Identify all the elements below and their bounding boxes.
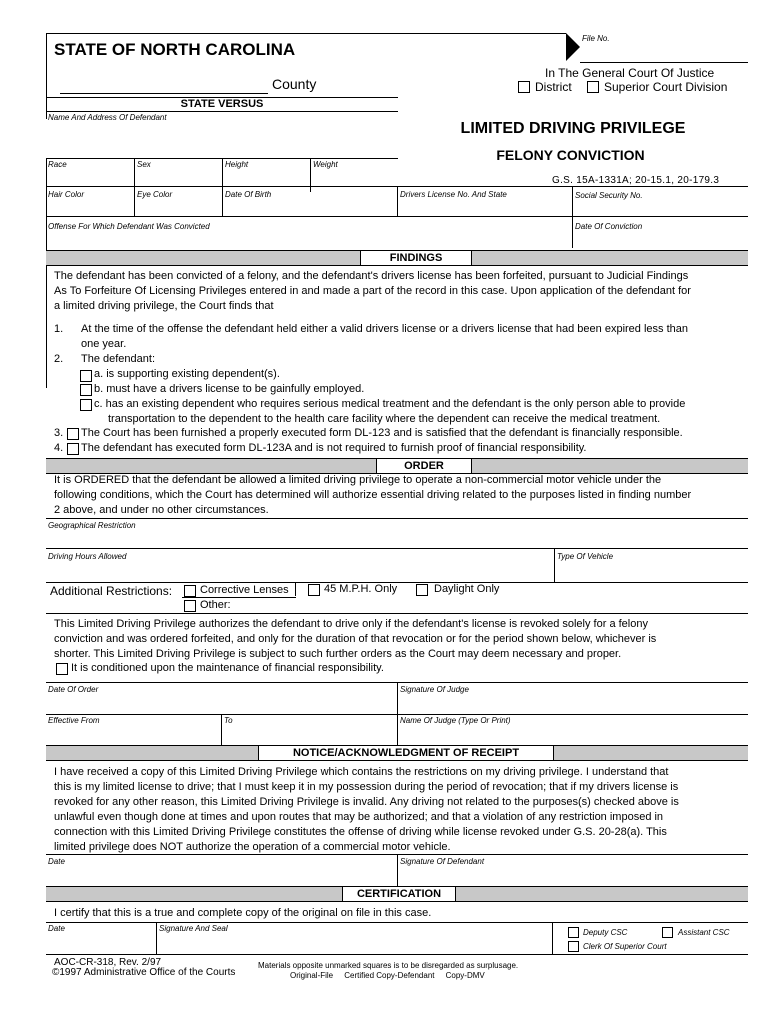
height-label: Height	[225, 160, 249, 169]
county-label: County	[272, 76, 317, 92]
rule	[222, 158, 223, 186]
findings-intro	[54, 269, 691, 314]
rule	[46, 954, 748, 955]
item1-line: At the time of the offense the defendant held either a valid drivers license or a drivers license that had been expired less than	[81, 323, 688, 335]
rule	[182, 597, 296, 598]
item2-number: 2.	[54, 353, 64, 365]
notice-line: I have received a copy of this Limited Driving Privilege which contains the restrictions on my driving privilege. I understand that	[54, 766, 669, 778]
other-label: Other:	[200, 599, 231, 611]
file-no-arrow-icon	[566, 33, 580, 61]
additional-label: Additional Restrictions:	[50, 584, 173, 598]
name-judge-label: Name Of Judge (Type Or Print)	[400, 716, 511, 725]
corrective-label: Corrective Lenses	[200, 584, 289, 596]
order-title: ORDER	[376, 458, 472, 474]
district-checkbox[interactable]	[518, 81, 530, 93]
state-title: STATE OF NORTH CAROLINA	[54, 40, 296, 59]
notice-line: unlawful even though done at times and upon routes that may be authorized; and that a violation of any restriction imposed in	[54, 811, 664, 823]
daylight-label: Daylight Only	[434, 583, 500, 595]
rule	[552, 922, 553, 954]
order-bar	[46, 458, 748, 474]
item2-text: The defendant:	[81, 353, 156, 365]
rule	[134, 158, 135, 186]
rule	[46, 216, 748, 217]
rule	[46, 548, 748, 549]
mph-label: 45 M.P.H. Only	[324, 583, 398, 595]
file-no-label: File No.	[582, 34, 610, 43]
findings-intro-line: a limited driving privilege, the Court finds that	[54, 300, 274, 312]
offense-label: Offense For Which Defendant Was Convicted	[48, 222, 210, 231]
order-line: following conditions, which the Court has determined will authorize essential driving related to the purposes listed in finding number	[54, 489, 692, 501]
form-title: LIMITED DRIVING PRIVILEGE	[460, 120, 686, 137]
financial-text: It is conditioned upon the maintenance of financial responsibility.	[71, 662, 384, 674]
certification-bar	[46, 886, 748, 902]
assistant-checkbox[interactable]	[662, 927, 673, 938]
item1-text	[81, 322, 688, 352]
hours-label: Driving Hours Allowed	[48, 552, 127, 561]
sig-defendant-label: Signature Of Defendant	[400, 857, 485, 866]
license-label: Drivers License No. And State	[400, 190, 507, 199]
weight-label: Weight	[313, 160, 338, 169]
sig-judge-label: Signature Of Judge	[400, 685, 469, 694]
court-label: In The General Court Of Justice	[545, 66, 715, 80]
notice-date-label: Date	[48, 857, 65, 866]
top-border	[46, 33, 566, 34]
notice-text	[54, 765, 679, 855]
rule	[156, 922, 157, 954]
form-number: AOC-CR-318, Rev. 2/97	[54, 957, 162, 968]
rule	[46, 518, 748, 519]
sex-label: Sex	[137, 160, 151, 169]
notice-line: this is my limited license to drive; that I must keep it in my possession during the period of revocation; that if my drivers license is	[54, 781, 679, 793]
sig-seal-label: Signature And Seal	[159, 924, 228, 933]
surplusage-note: Materials opposite unmarked squares is to be disregarded as surplusage.	[258, 961, 519, 970]
superior-label: Superior Court Division	[604, 80, 728, 94]
rule	[46, 111, 398, 112]
notice-line: limited privilege does NOT authorize the operation of a commercial motor vehicle.	[54, 841, 451, 853]
rule	[397, 854, 398, 886]
authorize-line: shorter. This Limited Driving Privilege is subject to such further orders as the Court may deem necessary and proper.	[54, 648, 622, 660]
defendant-label: Name And Address Of Defendant	[48, 113, 167, 122]
order-text	[54, 473, 691, 518]
findings-intro-line: The defendant has been convicted of a felony, and the defendant's drivers license has been forfeited, pursuant to Judicial Findings	[54, 270, 689, 282]
rule	[222, 186, 223, 216]
eye-label: Eye Color	[137, 190, 173, 199]
daylight-checkbox[interactable]	[416, 584, 428, 596]
certification-title: CERTIFICATION	[342, 886, 456, 902]
assistant-label: Assistant CSC	[678, 928, 730, 937]
rule	[46, 922, 748, 923]
district-label: District	[535, 80, 572, 94]
rule	[397, 186, 398, 216]
state-versus: STATE VERSUS	[180, 98, 264, 110]
ssn-label: Social Security No.	[575, 191, 643, 200]
deputy-checkbox[interactable]	[568, 927, 579, 938]
rule	[221, 714, 222, 746]
deputy-label: Deputy CSC	[583, 928, 628, 937]
corrective-checkbox[interactable]	[184, 585, 196, 597]
item4-text: The defendant has executed form DL-123A and is not required to furnish proof of financial responsibility.	[81, 442, 587, 454]
findings-title: FINDINGS	[360, 250, 472, 266]
notice-bar	[46, 745, 748, 761]
rule	[554, 548, 555, 582]
hair-label: Hair Color	[48, 190, 85, 199]
order-line: It is ORDERED that the defendant be allowed a limited driving privilege to operate a non-commercial motor vehicle under the	[54, 474, 662, 486]
item3-number: 3.	[54, 427, 64, 439]
race-label: Race	[48, 160, 67, 169]
rule	[572, 186, 573, 248]
file-no-line[interactable]	[580, 62, 748, 63]
defendant-name-field[interactable]	[46, 120, 398, 158]
item1-number: 1.	[54, 323, 64, 335]
findings-intro-line: As To Forfeiture Of Licensing Privileges entered in and made a part of the record in this case. Upon application of the defendant for	[54, 285, 691, 297]
order-line: 2 above, and under no other circumstances.	[54, 504, 269, 516]
clerk-checkbox[interactable]	[568, 941, 579, 952]
clerk-label: Clerk Of Superior Court	[583, 942, 667, 951]
item2a-text: a. is supporting existing dependent(s).	[94, 368, 280, 380]
statute: G.S. 15A-1331A; 20-15.1, 20-179.3	[552, 175, 720, 186]
notice-title: NOTICE/ACKNOWLEDGMENT OF RECEIPT	[258, 745, 554, 761]
authorize-line: conviction and was ordered forfeited, and only for the duration of that revocation or for the period shown below, whichever is	[54, 633, 657, 645]
conviction-date-label: Date Of Conviction	[575, 222, 643, 231]
item2b-text: b. must have a drivers license to be gainfully employed.	[94, 383, 365, 395]
authorize-line: This Limited Driving Privilege authorizes the defendant to drive only if the defendant's license is revoked solely for a felony	[54, 618, 648, 630]
copies-distribution: Original-File Certified Copy-Defendant Copy-DMV	[290, 971, 485, 980]
item2b-checkbox[interactable]	[80, 384, 92, 396]
dob-label: Date Of Birth	[225, 190, 272, 199]
effective-from-label: Effective From	[48, 716, 100, 725]
rule	[46, 613, 748, 614]
geo-restriction-field[interactable]	[46, 530, 748, 548]
mph-checkbox[interactable]	[308, 584, 320, 596]
certification-text: I certify that this is a true and complete copy of the original on file in this case.	[54, 907, 432, 919]
notice-line: connection with this Limited Driving Privilege constitutes the offense of driving while license revoked under G.S. 20-28(a). This	[54, 826, 667, 838]
notice-line: revoked for any other reason, this Limited Driving Privilege is invalid. Any driving not related to the purposes(s) checked above is	[54, 796, 679, 808]
item2c-checkbox[interactable]	[80, 399, 92, 411]
date-of-order-label: Date Of Order	[48, 685, 99, 694]
other-checkbox[interactable]	[184, 600, 196, 612]
item3-text: The Court has been furnished a properly executed form DL-123 and is satisfied that the defendant is financially responsible.	[81, 427, 683, 439]
rule	[46, 158, 47, 388]
rule	[134, 186, 135, 216]
item3-checkbox[interactable]	[67, 428, 79, 440]
findings-bar	[46, 250, 748, 266]
item4-number: 4.	[54, 442, 64, 454]
rule	[46, 714, 748, 715]
item2a-checkbox[interactable]	[80, 370, 92, 382]
rule	[295, 582, 296, 596]
county-line[interactable]	[60, 93, 268, 94]
vehicle-label: Type Of Vehicle	[557, 552, 614, 561]
superior-checkbox[interactable]	[587, 81, 599, 93]
geo-restriction-label: Geographical Restriction	[48, 521, 136, 530]
form-subtitle: FELONY CONVICTION	[496, 147, 645, 163]
cert-date-label: Date	[48, 924, 65, 933]
item2c-line1: c. has an existing dependent who requires serious medical treatment and the defendant is the only person able to provide	[94, 398, 686, 410]
item2c-line2: transportation to the dependent to the health care facility where the dependent can receive the medical treatment.	[108, 413, 661, 425]
item1-line: one year.	[81, 338, 127, 350]
financial-checkbox[interactable]	[56, 663, 68, 675]
authorize-text	[54, 617, 656, 662]
copyright: ©1997 Administrative Office of the Courts	[52, 967, 236, 978]
to-label: To	[224, 716, 233, 725]
item4-checkbox[interactable]	[67, 443, 79, 455]
